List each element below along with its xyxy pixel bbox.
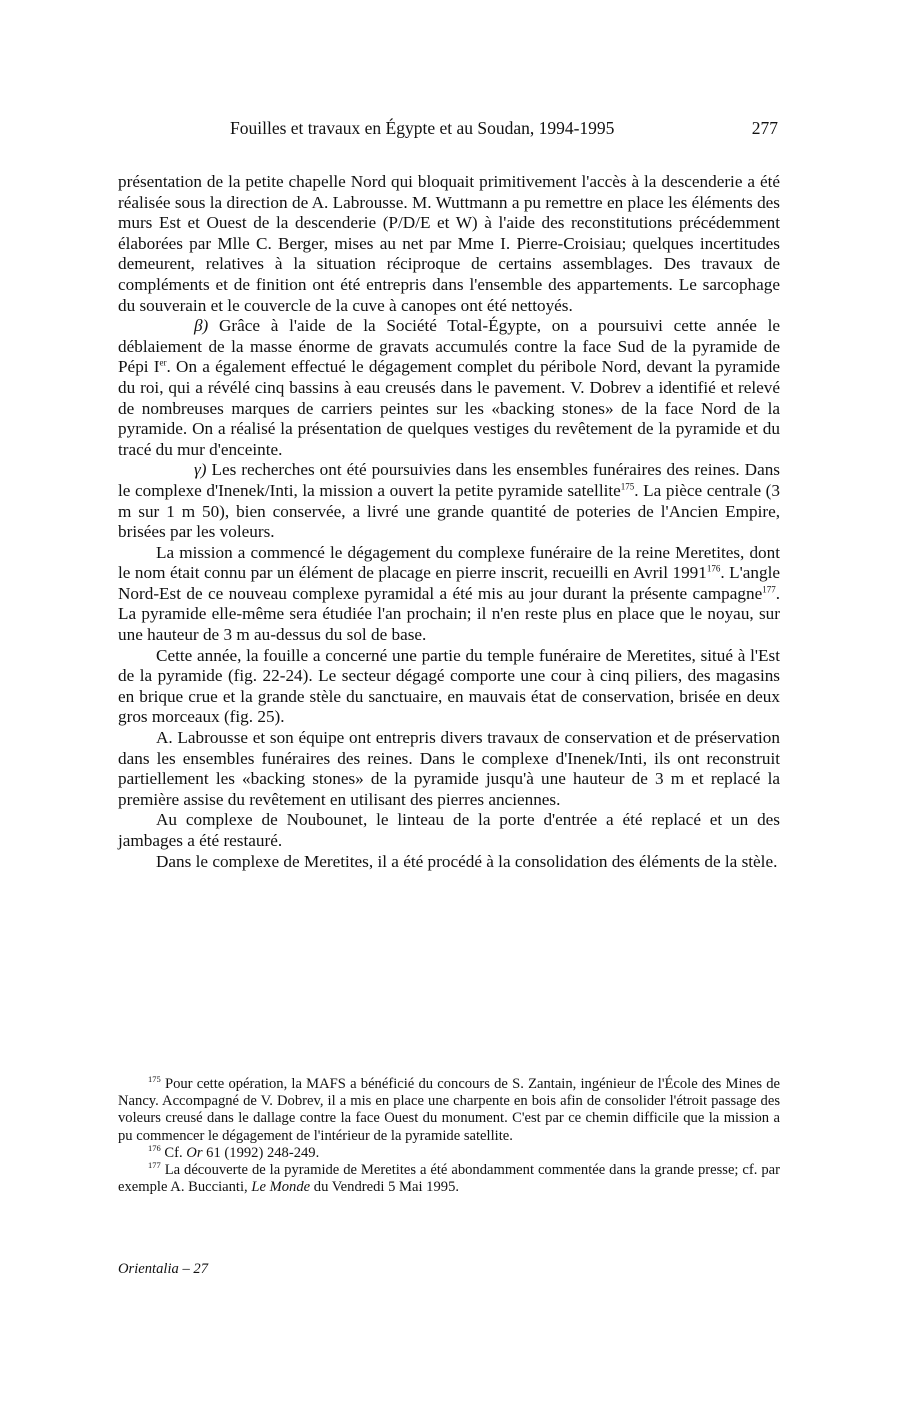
footnote-175 bbox=[118, 1076, 780, 1145]
footnote-number: 177 bbox=[148, 1160, 161, 1171]
paragraph-4-text-a: La mission a commencé le dégagement du complexe funéraire de la reine Meretites, dont le nom était connu par un élément de placage en pierre inscrit, recueilli en Avril 1991 bbox=[118, 542, 780, 583]
newspaper-title: Le Monde bbox=[251, 1179, 311, 1196]
paragraph-beta bbox=[118, 316, 780, 460]
footnote-ref-175[interactable]: 175 bbox=[620, 481, 635, 492]
footnote-176 bbox=[118, 1142, 780, 1162]
footnote-ref-176[interactable]: 176 bbox=[706, 563, 721, 574]
beta-marker: β) bbox=[194, 316, 209, 336]
footnote-ref-177[interactable]: 177 bbox=[762, 584, 776, 595]
footer-number: 27 bbox=[193, 1261, 208, 1277]
footnotes bbox=[118, 1076, 780, 1196]
footnote-number: 176 bbox=[148, 1142, 161, 1153]
paragraph-7: Au complexe de Noubounet, le linteau de la porte d'entrée a été replacé et un des jambages a été restauré. bbox=[118, 810, 780, 850]
paragraph-beta-text-a: Grâce à l'aide de la Société Total-Égypte, on a poursuivi cette année le déblaiement de la masse énorme de gravats accumulés contre la face Sud de la pyramide de Pépi I bbox=[118, 316, 780, 377]
footnote-number: 175 bbox=[148, 1074, 161, 1085]
paragraph-6: A. Labrousse et son équipe ont entrepris divers travaux de conservation et de préservation dans les ensembles funéraires des reines. Dans le complexe d'Inenek/Inti, ils ont reconstruit partiellement les «backing stones» de la pyramide jusqu'à une hauteur de 3 m et replacé la première assise du revêtement en utilisant des pierres anciennes. bbox=[118, 728, 780, 809]
paragraph-4 bbox=[118, 543, 780, 646]
footnote-177 bbox=[118, 1162, 780, 1196]
footnote-text: du Vendredi 5 Mai 1995. bbox=[310, 1179, 460, 1196]
paragraph-8: Dans le complexe de Meretites, il a été procédé à la consolidation des éléments de la stèle. bbox=[156, 851, 778, 871]
body-text bbox=[118, 172, 780, 872]
footnote-text: 61 (1992) 248-249. bbox=[202, 1144, 320, 1161]
page-footer bbox=[118, 1261, 208, 1278]
page-number: 277 bbox=[751, 118, 778, 138]
footnote-text: Cf. bbox=[160, 1144, 187, 1161]
paragraph-5: Cette année, la fouille a concerné une partie du temple funéraire de Meretites, situé à l'Est de la pyramide (fig. 22-24). Le secteur dégagé comporte une cour à cinq piliers, des magasins en brique crue et la grande stèle du sanctuaire, en mauvais état de conservation, brisée en deux gros morceaux (fig. 25). bbox=[118, 645, 780, 727]
footnote-text: Pour cette opération, la MAFS a bénéficié du concours de S. Zantain, ingénieur de l'École des Mines de Nancy. Accompagné de V. Dobrev, il a mis en place une charpente en bois afin de consolider l'étroit passage des voleurs creusé dans le dallage contre la face Ouest du monument. C'est par ce chemin difficile que la mission a pu commencer le dégagement de l'intérieur de la pyramide satellite. bbox=[118, 1076, 780, 1144]
footer-journal: Orientalia bbox=[118, 1261, 179, 1277]
paragraph-gamma bbox=[118, 460, 780, 542]
footnote-text: La découverte de la pyramide de Meretites a été abondamment commentée dans la grande presse; cf. par exemple A. Buccianti, bbox=[118, 1162, 780, 1196]
ordinal-superscript: er bbox=[159, 357, 167, 368]
paragraph-4-text-b: . L'angle Nord-Est de ce nouveau complexe pyramidal a été mis au jour durant la présente campagne bbox=[118, 563, 780, 603]
paragraph-beta-text-b: . On a également effectué le dégagement complet du péribole Nord, devant la pyramide du roi, qui a révélé cinq bassins à eau creusés dans le pavement. V. Dobrev a identifié et relevé de nombreuses marques de carriers peintes sur les «backing stones» de la face Nord de la pyramide. On a réalisé la présentation de quelques vestiges du revêtement de la pyramide et du tracé du mur d'enceinte. bbox=[118, 357, 781, 459]
paragraph-4-text-c: . La pyramide elle-même sera étudiée l'an prochain; il n'en reste plus en place que le noyau, sur une hauteur de 3 m au-dessus du sol de base. bbox=[118, 583, 780, 645]
journal-abbreviation: Or bbox=[186, 1144, 203, 1161]
paragraph-gamma-text-a: Les recherches ont été poursuivies dans les ensembles funéraires des reines. Dans le complexe d'Inenek/Inti, la mission a ouvert la petite pyramide satellite bbox=[118, 460, 780, 500]
paragraph-gamma-text-b: . La pièce centrale (3 m sur 1 m 50), bien conservée, a livré une grande quantité de poteries de l'Ancien Empire, brisées par les voleurs. bbox=[118, 480, 780, 542]
footer-separator: – bbox=[178, 1261, 194, 1277]
running-title: Fouilles et travaux en Égypte et au Soudan, 1994-1995 bbox=[230, 118, 615, 138]
paragraph-1: présentation de la petite chapelle Nord qui bloquait primitivement l'accès à la descenderie a été réalisée sous la direction de A. Labrousse. M. Wuttmann a pu remettre en place les éléments des murs Est et Ouest de la descenderie (P/D/E et W) à l'aide des reconstitutions précédemment élaborées par Mlle C. Berger, mises au net par Mme I. Pierre-Croisiau; quelques incertitudes demeurent, relatives à la situation réciproque de certains assemblages. Des travaux de compléments et de finition ont été entrepris dans l'ensemble des appartements. Le sarcophage du souverain et le couvercle de la cuve à canopes ont été nettoyés. bbox=[118, 172, 780, 315]
gamma-marker: γ) bbox=[194, 460, 207, 480]
running-head bbox=[118, 118, 782, 142]
